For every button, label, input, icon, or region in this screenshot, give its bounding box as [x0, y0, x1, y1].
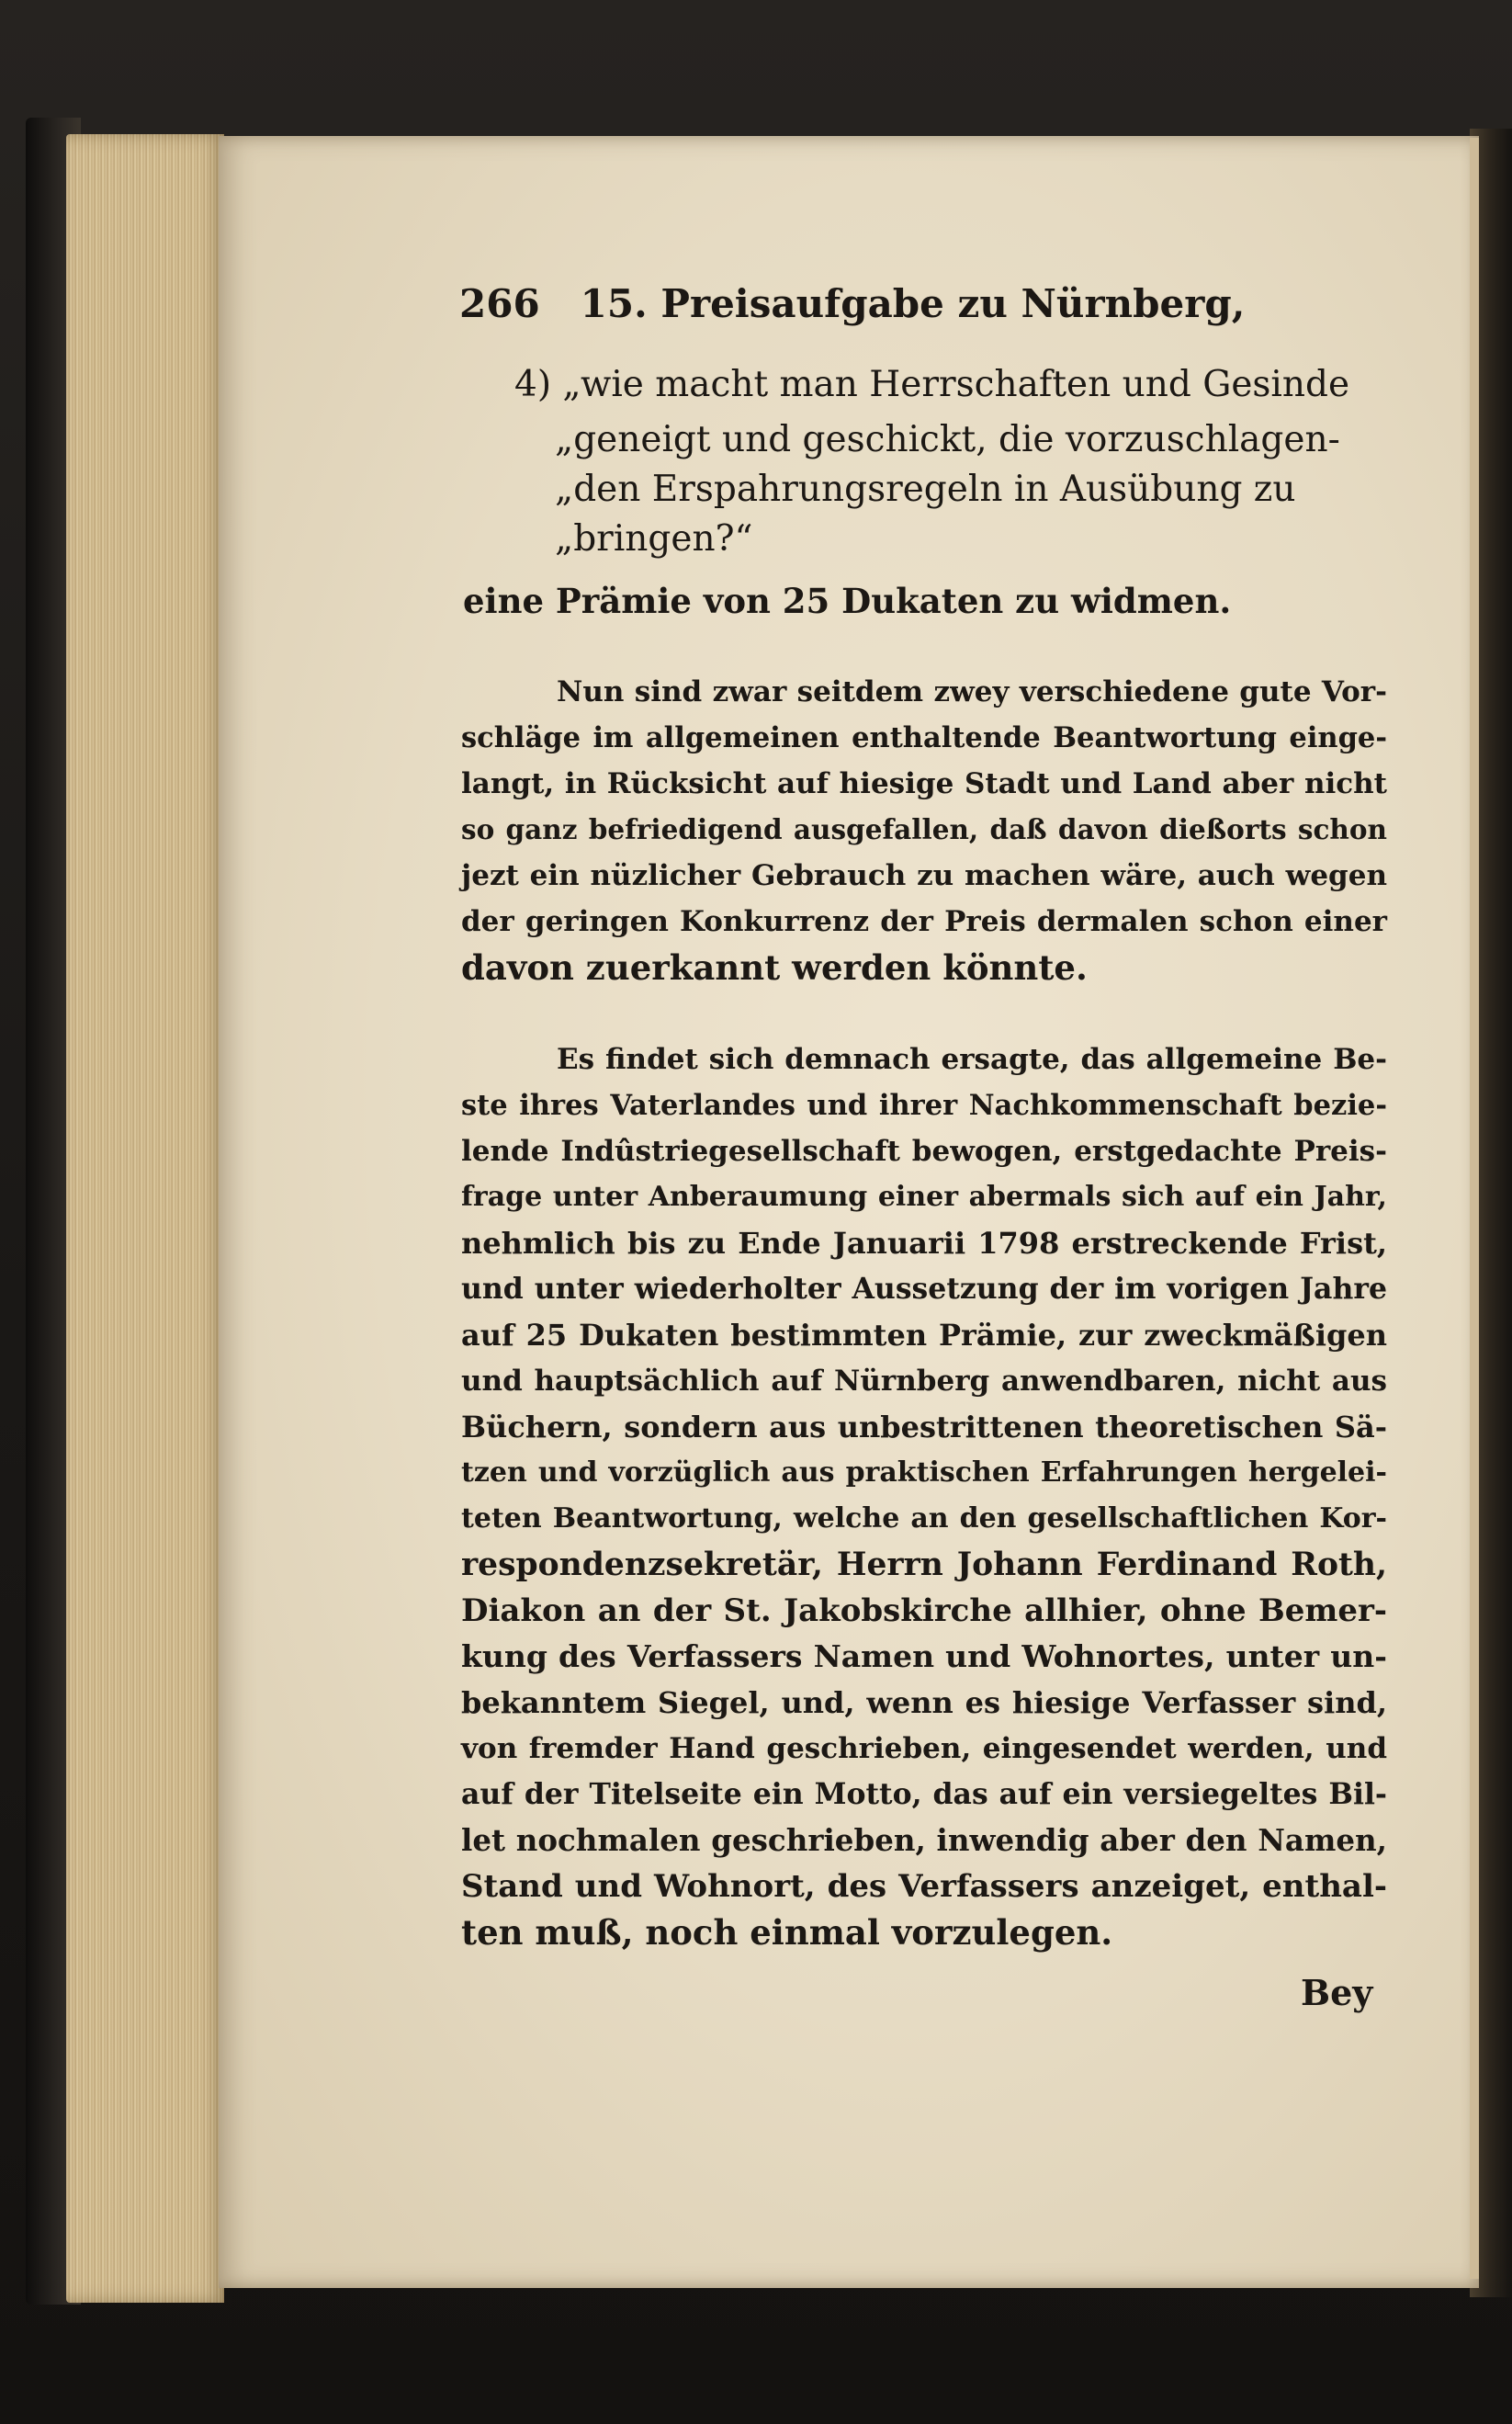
paragraph-1-line: der geringen Konkurrenz der Preis dermalen schon einer [461, 905, 1387, 938]
paragraph-1-line: schläge im allgemeinen enthaltende Beantwortung einge- [461, 721, 1387, 754]
paragraph-2-line: Diakon an der St. Jakobskirche allhier, ohne Bemer- [461, 1592, 1387, 1629]
paragraph-2-line: ten muß, noch einmal vorzulegen. [461, 1912, 1113, 1953]
page-gutter-edge [1470, 138, 1479, 2279]
paragraph-1-line: jezt ein nüzlicher Gebrauch zu machen wäre, auch wegen [461, 859, 1387, 892]
paragraph-2-line: bekanntem Siegel, und, wenn es hiesige Verfasser sind, [461, 1685, 1387, 1720]
question-line-1: 4) „wie macht man Herrschaften und Gesinde [514, 364, 1350, 405]
paragraph-2-line: nehmlich bis zu Ende Januarii 1798 erstreckende Frist, [461, 1226, 1387, 1261]
paragraph-1-line: so ganz befriedigend ausgefallen, daß davon dießorts schon [461, 813, 1387, 845]
paragraph-2-line: auf der Titelseite ein Motto, das auf ein versiegeltes Bil- [461, 1777, 1387, 1811]
paragraph-1-line: langt, in Rücksicht auf hiesige Stadt und Land aber nicht [461, 767, 1387, 800]
paragraph-2-line: lende Indûstriegesellschaft bewogen, erstgedachte Preis- [461, 1135, 1387, 1168]
paragraph-2-line: Stand und Wohnort, des Verfassers anzeiget, enthal- [461, 1868, 1387, 1905]
paragraph-2-line: let nochmalen geschrieben, inwendig aber den Namen, [461, 1822, 1387, 1858]
question-line-3: „den Erspahrungsregeln in Ausübung zu [555, 469, 1296, 510]
paragraph-2-line: tzen und vorzüglich aus praktischen Erfahrungen hergelei- [461, 1456, 1387, 1489]
page-edges [66, 134, 224, 2303]
paragraph-2-line: teten Beantwortung, welche an den gesellschaftlichen Kor- [461, 1502, 1387, 1535]
page-number: 266 [459, 281, 540, 326]
paragraph-1-line: Nun sind zwar seitdem zwey verschiedene gute Vor- [557, 675, 1387, 708]
paragraph-2-line: ste ihres Vaterlandes und ihrer Nachkommenschaft bezie- [461, 1089, 1387, 1122]
paragraph-2-line: und hauptsächlich auf Nürnberg anwendbaren, nicht aus [461, 1365, 1387, 1398]
running-head [459, 281, 1286, 326]
paragraph-1-line: davon zuerkannt werden könnte. [461, 947, 1088, 988]
paragraph-2-line: und unter wiederholter Aussetzung der im vorigen Jahre [461, 1272, 1387, 1306]
catchword: Bey [1301, 1972, 1373, 2013]
paragraph-2-line: kung des Verfassers Namen und Wohnortes, unter un- [461, 1638, 1387, 1674]
paragraph-2-line: Es findet sich demnach ersagte, das allgemeine Be- [557, 1043, 1387, 1076]
paragraph-2-line: auf 25 Dukaten bestimmten Prämie, zur zweckmäßigen [461, 1318, 1387, 1353]
question-line-2: „geneigt und geschickt, die vorzuschlagen- [555, 419, 1340, 460]
running-title: 15. Preisaufgabe zu Nürnberg, [580, 281, 1246, 326]
paragraph-2-line: Büchern, sondern aus unbestrittenen theoretischen Sä- [461, 1410, 1387, 1444]
paragraph-2-line: respondenzsekretär, Herrn Johann Ferdinand Roth, [461, 1546, 1387, 1583]
paragraph-2-line: frage unter Anberaumung einer abermals sich auf ein Jahr, [461, 1181, 1387, 1213]
premium-line: eine Prämie von 25 Dukaten zu widmen. [463, 581, 1232, 621]
paragraph-2-line: von fremder Hand geschrieben, eingesendet werden, und [461, 1732, 1387, 1765]
question-line-4: „bringen?“ [555, 518, 753, 560]
